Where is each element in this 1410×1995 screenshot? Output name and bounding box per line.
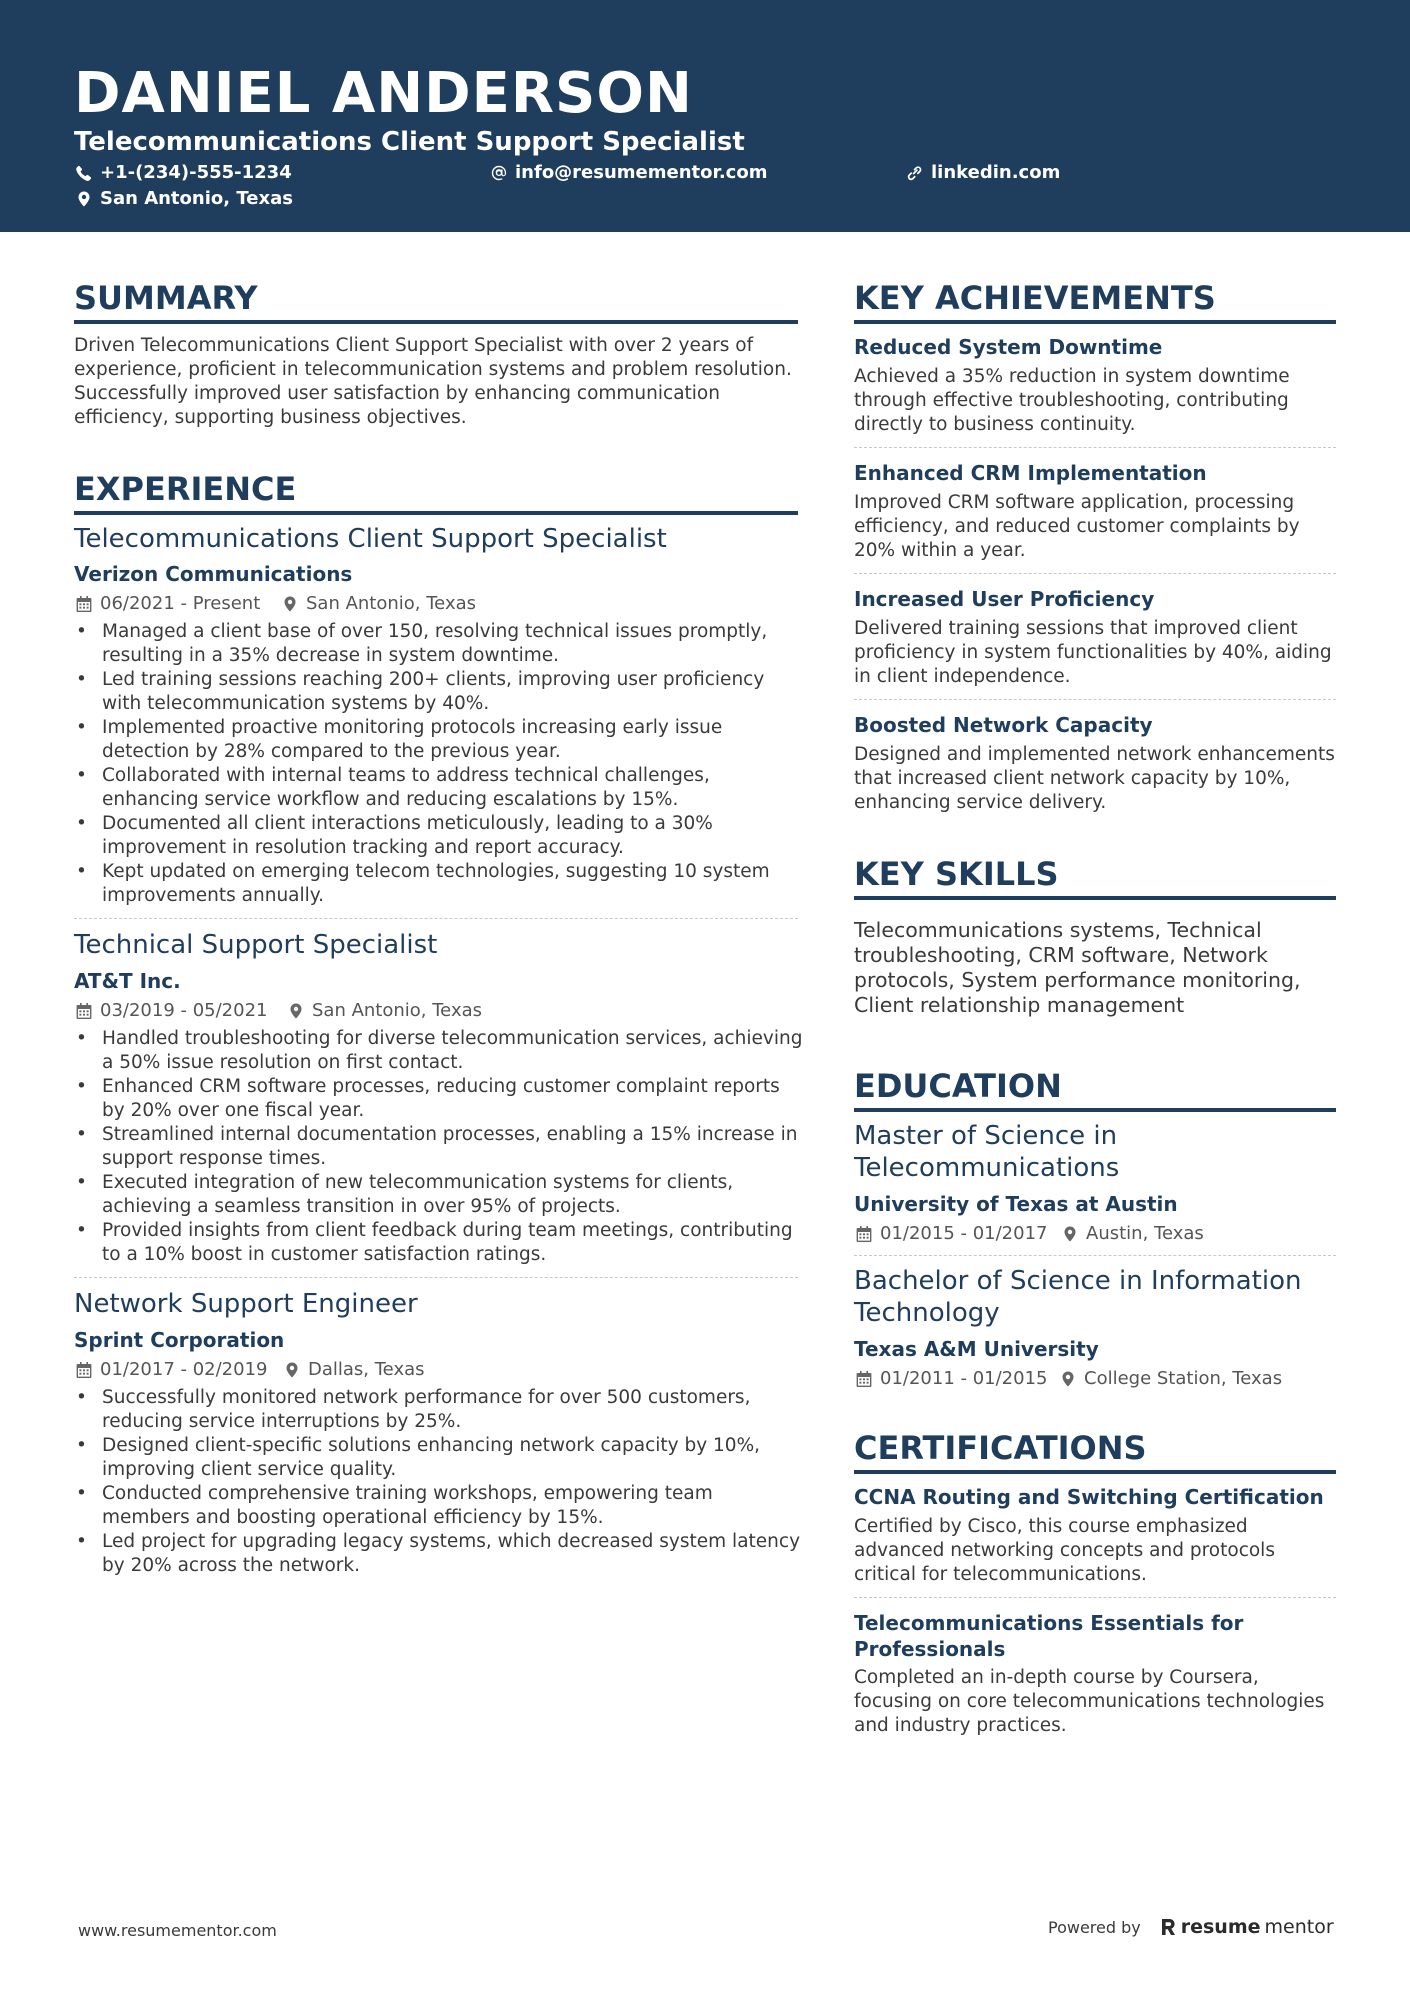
certification-title: Telecommunications Essentials for Professionals [854,1611,1244,1661]
achievement-title: Reduced System Downtime [854,335,1163,359]
candidate-role: Telecommunications Client Support Specialist [74,127,745,157]
achievement-title: Enhanced CRM Implementation [854,461,1207,485]
job-dates-text: 01/2017 - 02/2019 [100,1359,268,1380]
job-company: Sprint Corporation [74,1328,285,1352]
job-dates-text: 03/2019 - 05/2021 [100,1000,268,1021]
contact-email[interactable] [491,161,767,185]
powered-by-text: Powered by [1048,1917,1141,1937]
linkedin-text[interactable]: linkedin.com [931,162,1061,183]
list-item: • Led project for upgrading legacy systems, which decreased system latency by 20% across the network. [74,1530,804,1578]
email-text[interactable]: info@resumementor.com [515,162,768,183]
at-icon [491,165,507,181]
list-item: • Designed client-specific solutions enhancing network capacity by 10%, improving client service quality. [74,1434,804,1482]
education-location [1062,1222,1204,1246]
job-location [282,592,476,616]
list-item: • Collaborated with internal teams to address technical challenges, enhancing service workflow and reducing escalations by 15%. [74,764,804,812]
job-location-text: Dallas, Texas [308,1359,425,1380]
education-location [1060,1367,1282,1391]
divider [74,1277,798,1278]
calendar-icon [856,1371,872,1387]
summary-heading: SUMMARY [74,278,798,324]
map-pin-icon [76,191,92,207]
education-heading: EDUCATION [854,1066,1336,1112]
achievement-text: Designed and implemented network enhancements that increased client network capacity by 10%, enhancing service delivery. [854,744,1335,813]
job-bullets [74,620,804,908]
job-location-text: San Antonio, Texas [312,1000,482,1021]
list-item: • Streamlined internal documentation processes, enabling a 15% increase in support response times. [74,1123,804,1171]
divider [854,1255,1336,1256]
job-dates-text: 06/2021 - Present [100,593,261,614]
achievement-text: Improved CRM software application, processing efficiency, and reduced customer complaints by 20% within a year. [854,492,1300,561]
education-degree: Bachelor of Science in Information Technology [854,1266,1302,1328]
resumementor-logo-icon [1159,1917,1177,1937]
job-company: Verizon Communications [74,562,353,586]
list-item: • Kept updated on emerging telecom technologies, suggesting 10 system improvements annually. [74,860,804,908]
education-school: University of Texas at Austin [854,1192,1178,1216]
contact-phone [76,161,292,185]
list-item: • Implemented proactive monitoring protocols increasing early issue detection by 28% compared to the previous year. [74,716,804,764]
contact-linkedin[interactable] [907,161,1060,185]
job-bullets [74,1027,804,1267]
footer-website[interactable]: www.resumementor.com [78,1921,277,1940]
job-location [284,1358,425,1382]
divider [854,573,1336,574]
achievement-title: Increased User Proficiency [854,587,1155,611]
education-school: Texas A&M University [854,1337,1099,1361]
calendar-icon [856,1226,872,1242]
certifications-heading: CERTIFICATIONS [854,1428,1336,1474]
map-pin-icon [1060,1371,1076,1387]
calendar-icon [76,1362,92,1378]
divider [74,918,798,919]
job-bullets [74,1386,804,1578]
map-pin-icon [288,1003,304,1019]
education-dates-text: 01/2011 - 01/2015 [880,1368,1048,1389]
summary-text: Driven Telecommunications Client Support Specialist with over 2 years of experience, proficient in telecommunication systems and problem resolution. Successfully improved user satisfaction by enhancing communication efficiency, supporting business objectives. [74,335,792,428]
education-location-text: College Station, Texas [1084,1368,1283,1389]
list-item: • Led training sessions reaching 200+ clients, improving user proficiency with telecommunication systems by 40%. [74,668,804,716]
link-icon [907,165,923,181]
list-item: • Documented all client interactions meticulously, leading to a 30% improvement in resolution tracking and report accuracy. [74,812,804,860]
list-item: • Executed integration of new telecommunication systems for clients, achieving a seamless transition in over 95% of projects. [74,1171,804,1219]
contact-location [76,187,293,211]
certification-text: Completed an in-depth course by Coursera, focusing on core telecommunications technologies and industry practices. [854,1667,1325,1736]
list-item: • Enhanced CRM software processes, reducing customer complaint reports by 20% over one fiscal year. [74,1075,804,1123]
map-pin-icon [282,596,298,612]
job-location-text: San Antonio, Texas [306,593,476,614]
job-dates [76,592,260,616]
job-company: AT&T Inc. [74,969,181,993]
job-title: Technical Support Specialist [74,930,438,960]
phone-icon [76,165,92,181]
divider [854,1597,1336,1598]
list-item: • Successfully monitored network performance for over 500 customers, reducing service interruptions by 25%. [74,1386,804,1434]
brand-logo[interactable] [1159,1916,1334,1938]
map-pin-icon [1062,1226,1078,1242]
certification-title: CCNA Routing and Switching Certification [854,1485,1324,1509]
footer-branding [1048,1916,1334,1938]
education-dates-text: 01/2015 - 01/2017 [880,1223,1048,1244]
education-dates [856,1367,1048,1391]
brand-light: mentor [1264,1916,1334,1938]
achievement-text: Delivered training sessions that improved client proficiency in system functionalities by 40%, aiding in client independence. [854,618,1332,687]
education-location-text: Austin, Texas [1086,1223,1204,1244]
calendar-icon [76,596,92,612]
location-text: San Antonio, Texas [100,188,293,209]
skills-text: Telecommunications systems, Technical troubleshooting, CRM software, Network protocols, System performance monitoring, Client relationship management [854,918,1301,1017]
job-dates [76,999,268,1023]
job-dates [76,1358,268,1382]
map-pin-icon [284,1362,300,1378]
candidate-name: DANIEL ANDERSON [74,61,693,126]
certification-text: Certified by Cisco, this course emphasized advanced networking concepts and protocols critical for telecommunications. [854,1516,1275,1585]
job-location [288,999,482,1023]
list-item: • Provided insights from client feedback during team meetings, contributing to a 10% boost in customer satisfaction ratings. [74,1219,804,1267]
list-item: • Managed a client base of over 150, resolving technical issues promptly, resulting in a 35% decrease in system downtime. [74,620,804,668]
job-title: Network Support Engineer [74,1289,418,1319]
achievements-heading: KEY ACHIEVEMENTS [854,278,1336,324]
experience-heading: EXPERIENCE [74,469,798,515]
brand-bold: resume [1180,1916,1261,1938]
resume-header [0,0,1410,232]
achievement-title: Boosted Network Capacity [854,713,1153,737]
list-item: • Conducted comprehensive training workshops, empowering team members and boosting operational efficiency by 15%. [74,1482,804,1530]
skills-heading: KEY SKILLS [854,854,1336,900]
divider [854,699,1336,700]
divider [854,447,1336,448]
job-title: Telecommunications Client Support Specialist [74,524,667,554]
phone-text: +1-(234)-555-1234 [100,162,292,183]
education-degree: Master of Science in Telecommunications [854,1121,1120,1183]
calendar-icon [76,1003,92,1019]
achievement-text: Achieved a 35% reduction in system downtime through effective troubleshooting, contributing directly to business continuity. [854,366,1290,435]
list-item: • Handled troubleshooting for diverse telecommunication services, achieving a 50% issue resolution on first contact. [74,1027,804,1075]
education-dates [856,1222,1048,1246]
